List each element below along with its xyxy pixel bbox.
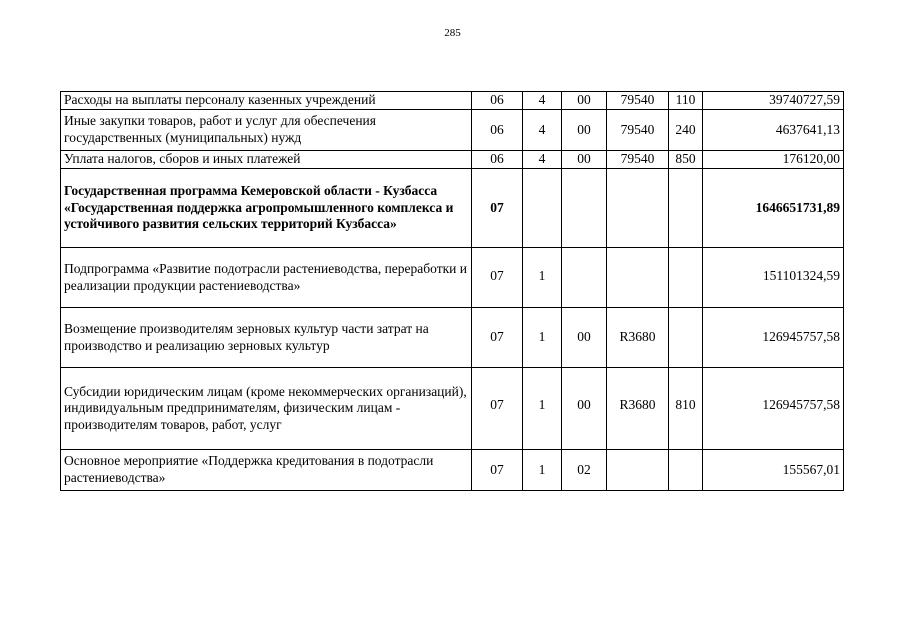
target-code: 79540 — [607, 151, 669, 169]
table-row — [61, 169, 844, 248]
section-code: 07 — [472, 308, 523, 368]
subsection-code: 4 — [523, 151, 562, 169]
section-code: 07 — [472, 368, 523, 450]
row-name: Субсидии юридическим лицам (кроме некоммерческих организаций), индивидуальным предпринимателям, физическим лицам - производителям товаров, работ, услуг — [61, 368, 472, 450]
section-code: 07 — [472, 450, 523, 491]
target-code: R3680 — [607, 308, 669, 368]
amount: 155567,01 — [703, 450, 844, 491]
target-code — [607, 248, 669, 308]
expense-type-code — [669, 169, 703, 248]
row-name: Основное мероприятие «Поддержка кредитования в подотрасли растениеводства» — [61, 450, 472, 491]
table-row — [61, 308, 844, 368]
amount: 176120,00 — [703, 151, 844, 169]
table-row — [61, 151, 844, 169]
table-row — [61, 110, 844, 151]
program-code: 02 — [562, 450, 607, 491]
section-code: 07 — [472, 169, 523, 248]
row-name: Подпрограмма «Развитие подотрасли растениеводства, переработки и реализации продукции растениеводства» — [61, 248, 472, 308]
amount: 4637641,13 — [703, 110, 844, 151]
program-code: 00 — [562, 368, 607, 450]
subsection-code: 1 — [523, 368, 562, 450]
amount: 151101324,59 — [703, 248, 844, 308]
table-row — [61, 368, 844, 450]
table-row — [61, 248, 844, 308]
expense-type-code: 240 — [669, 110, 703, 151]
amount: 1646651731,89 — [703, 169, 844, 248]
program-code — [562, 169, 607, 248]
subsection-code — [523, 169, 562, 248]
target-code: R3680 — [607, 368, 669, 450]
subsection-code: 1 — [523, 450, 562, 491]
section-code: 06 — [472, 92, 523, 110]
row-name: Уплата налогов, сборов и иных платежей — [61, 151, 472, 169]
row-name: Государственная программа Кемеровской области - Кузбасса «Государственная поддержка агропромышленного комплекса и устойчивого развития сельских территорий Кузбасса» — [61, 169, 472, 248]
expense-type-code: 810 — [669, 368, 703, 450]
budget-table — [60, 91, 844, 491]
amount: 39740727,59 — [703, 92, 844, 110]
page-number: 285 — [444, 27, 461, 39]
target-code: 79540 — [607, 110, 669, 151]
subsection-code: 1 — [523, 248, 562, 308]
row-name: Возмещение производителям зерновых культур части затрат на производство и реализацию зерновых культур — [61, 308, 472, 368]
table-row — [61, 450, 844, 491]
row-name: Расходы на выплаты персоналу казенных учреждений — [61, 92, 472, 110]
expense-type-code — [669, 450, 703, 491]
program-code: 00 — [562, 92, 607, 110]
expense-type-code: 850 — [669, 151, 703, 169]
program-code: 00 — [562, 308, 607, 368]
row-name: Иные закупки товаров, работ и услуг для обеспечения государственных (муниципальных) нужд — [61, 110, 472, 151]
target-code — [607, 450, 669, 491]
subsection-code: 4 — [523, 110, 562, 151]
program-code: 00 — [562, 110, 607, 151]
section-code: 06 — [472, 151, 523, 169]
section-code: 07 — [472, 248, 523, 308]
expense-type-code — [669, 248, 703, 308]
target-code — [607, 169, 669, 248]
amount: 126945757,58 — [703, 308, 844, 368]
program-code — [562, 248, 607, 308]
section-code: 06 — [472, 110, 523, 151]
expense-type-code: 110 — [669, 92, 703, 110]
amount: 126945757,58 — [703, 368, 844, 450]
expense-type-code — [669, 308, 703, 368]
subsection-code: 4 — [523, 92, 562, 110]
table-row — [61, 92, 844, 110]
subsection-code: 1 — [523, 308, 562, 368]
target-code: 79540 — [607, 92, 669, 110]
program-code: 00 — [562, 151, 607, 169]
